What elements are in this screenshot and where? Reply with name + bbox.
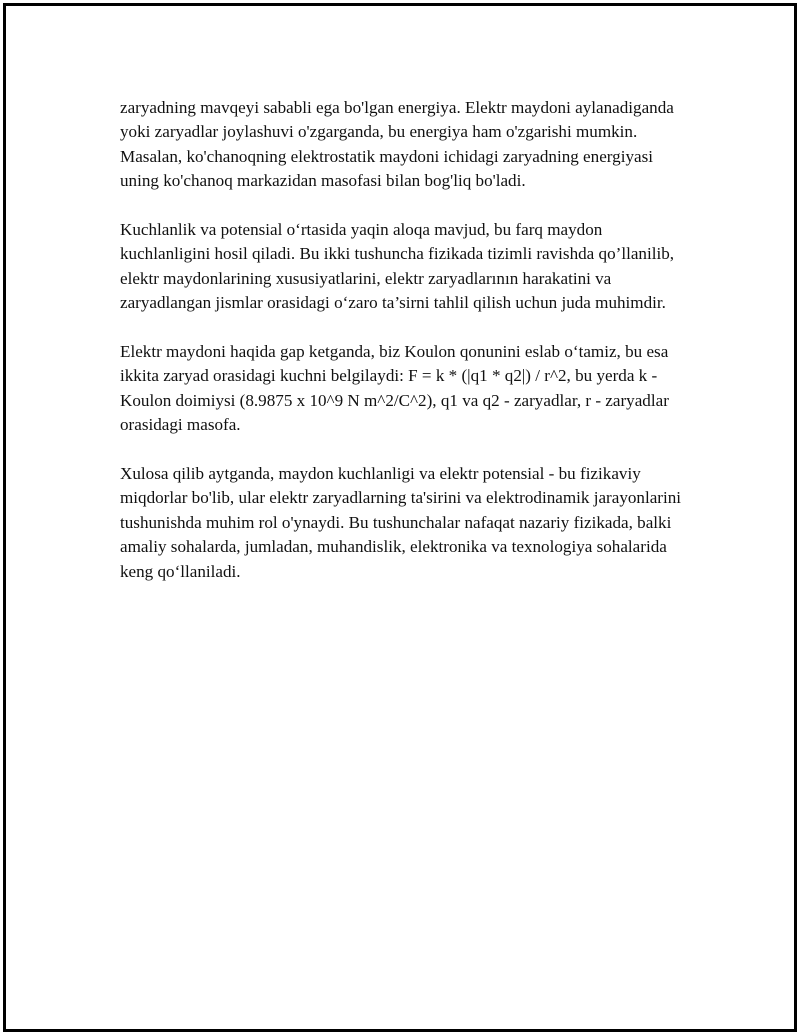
- paragraph-field-potential-relation: Kuchlanlik va potensial o‘rtasida yaqin aloqa mavjud, bu farq maydon kuchlanligini hosil qiladi. Bu ikki tushuncha fizikada tizimli ravishda qo’llanilib, elektr maydonlarining xususiyatlarini, elektr zaryadlarının harakatini va zaryadlangan jismlar orasidagi o‘zaro ta’sirni tahlil qilish uchun juda muhimdir.: [120, 220, 675, 313]
- paragraph-potential-energy: zaryadning mavqeyi sababli ega bo'lgan energiya. Elektr maydoni aylanadiganda yoki zaryadlar joylashuvi o'zgarganda, bu energiya ham o'zgarishi mumkin. Masalan, ko'chanoqning elektrostatik maydoni ichidagi zaryadning energiyasi uning ko'chanoq markazidan masofasi bilan bog'liq bo'ladi.: [120, 98, 674, 191]
- paragraph-conclusion: Xulosa qilib aytganda, maydon kuchlanligi va elektr potensial - bu fizikaviy miqdorlar bo'lib, ular elektr zaryadlarning ta'sirini va elektrodinamik jarayonlarini tushunishda muhim rol o'ynaydi. Bu tushunchalar nafaqat nazariy fizikada, balki amaliy sohalarda, jumladan, muhandislik, elektronika va texnologiya sohalarida keng qo‘llaniladi.: [120, 464, 682, 581]
- paragraph-coulomb-law: Elektr maydoni haqida gap ketganda, biz Koulon qonunini eslab o‘tamiz, bu esa ikkita zaryad orasidagi kuchni belgilaydi: F = k * (|q1 * q2|) / r^2, bu yerda k - Koulon doimiysi (8.9875 x 10^9 N m^2/C^2), q1 va q2 - zaryadlar, r - zaryadlar orasidagi masofa.: [120, 342, 669, 435]
- page-frame: [3, 3, 797, 1032]
- page-body: [120, 96, 695, 608]
